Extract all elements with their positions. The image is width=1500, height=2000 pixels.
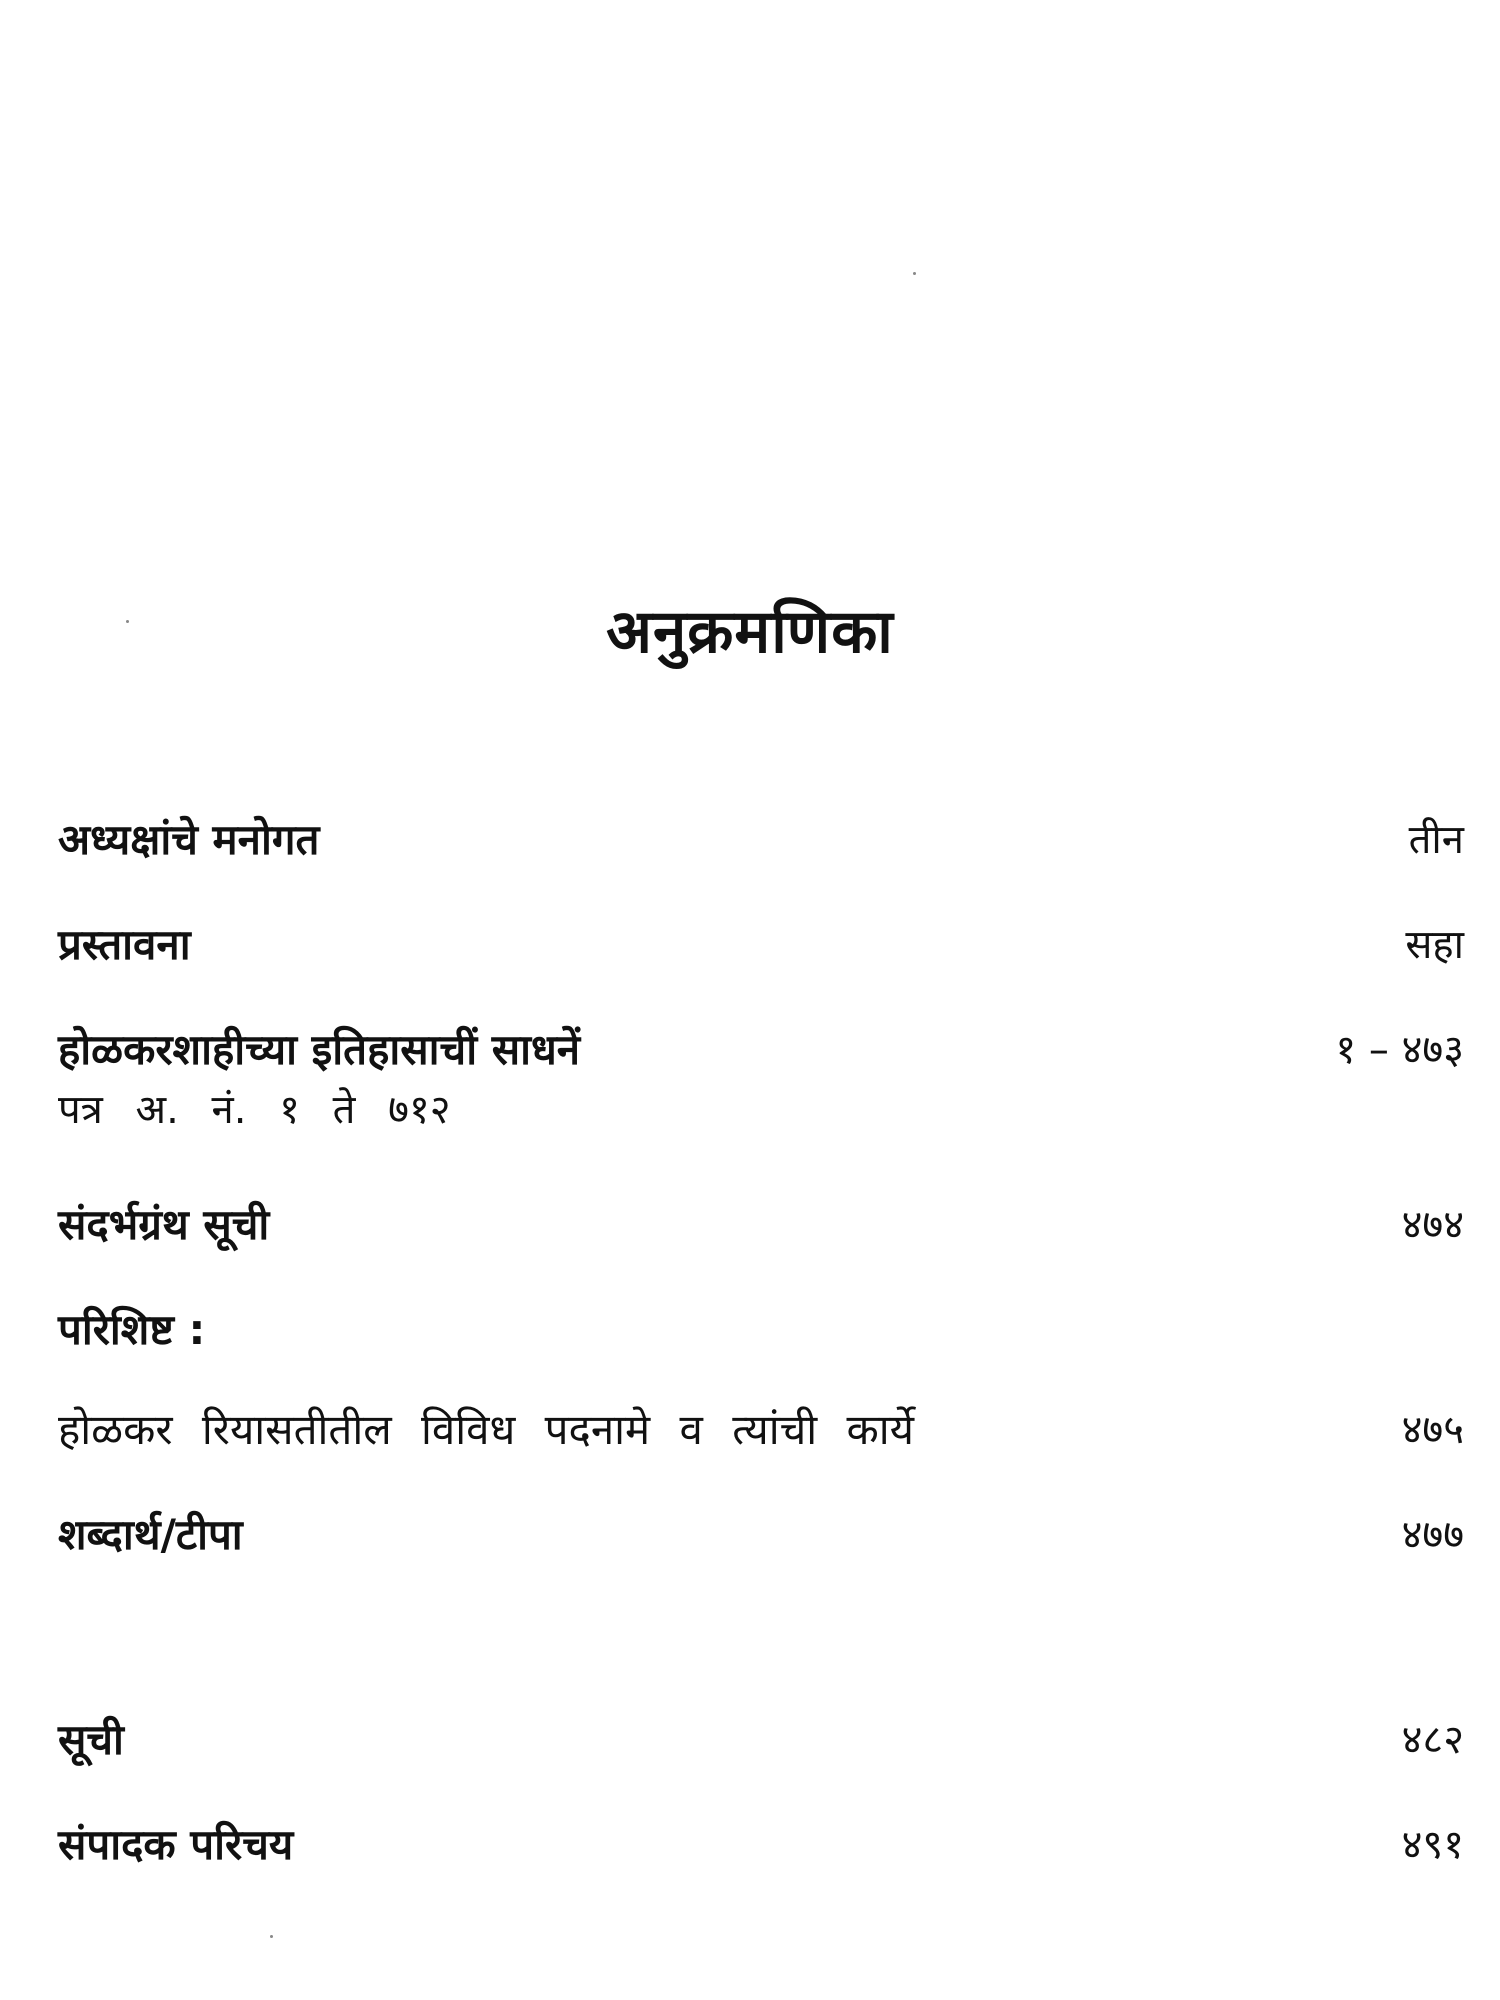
toc-entry-appendix-heading [58,1300,1464,1360]
scan-speck [270,1935,273,1938]
toc-entry-label: होळकरशाहीच्या इतिहासाचीं साधनें [58,1025,581,1074]
toc-entry-appendix-item [58,1400,1464,1460]
toc-entry-index [58,1710,1464,1770]
page-title: अनुक्रमणिका [606,597,894,667]
toc-entry-label: संपादक परिचय [58,1820,294,1869]
toc-entry-label: सूची [58,1715,124,1764]
toc-entry-label: संदर्भग्रंथ सूची [58,1200,270,1249]
toc-entry-label: प्रस्तावना [58,920,191,969]
toc-entry-page: ४९१ [1401,1822,1464,1868]
toc-entry-label: शब्दार्थ/टीपा [58,1510,243,1559]
toc-entry-page: ४७७ [1401,1512,1464,1558]
toc-entry-page: तीन [1408,817,1464,863]
toc-entry-preface [58,915,1464,975]
toc-entry-editor-profile [58,1815,1464,1875]
toc-entry-glossary [58,1505,1464,1565]
toc-entry-label: अध्यक्षांचे मनोगत [58,815,320,864]
toc-entry-label: होळकर रियासतीतील विविध पदनामे व त्यांची कार्ये [58,1405,915,1454]
scan-speck [126,620,129,623]
toc-entry-page: ४७४ [1401,1202,1464,1248]
toc-entry-page: ४८२ [1401,1717,1464,1763]
toc-entry-bibliography [58,1195,1464,1255]
toc-entry-label: परिशिष्ट : [58,1305,206,1354]
toc-entry-sublabel: पत्र अ. नं. १ ते ७१२ [58,1087,451,1133]
toc-entry-page: सहा [1405,922,1464,968]
toc-entry-page: १ – ४७३ [1335,1027,1464,1073]
toc-entry-page: ४७५ [1401,1407,1464,1453]
toc-entry-foreword [58,810,1464,870]
toc-entry-sources [58,1020,1464,1140]
scan-speck [913,272,916,275]
